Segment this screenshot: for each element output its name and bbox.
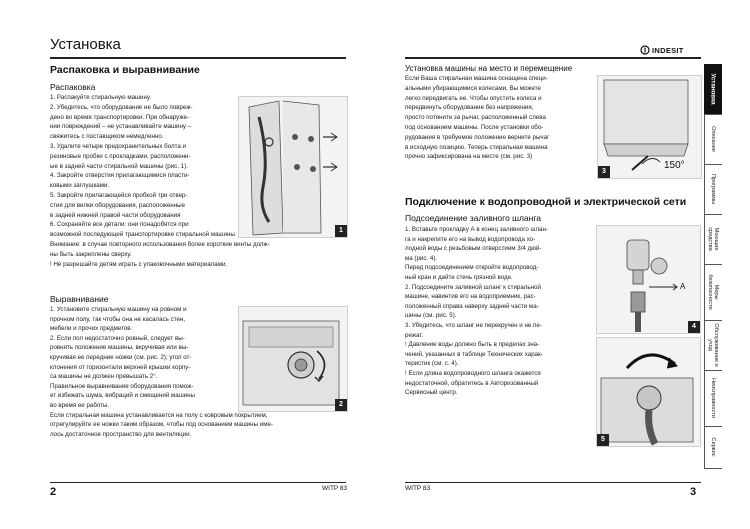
figure-3-angle: 150° bbox=[664, 160, 685, 171]
figure-5 bbox=[596, 337, 701, 447]
tab-programs[interactable] bbox=[704, 164, 722, 215]
title-rule-right bbox=[405, 57, 701, 59]
figure-4-illustration bbox=[597, 226, 700, 333]
model-left: WITP 83 bbox=[322, 485, 348, 492]
subheading-level: Выравнивание bbox=[50, 294, 109, 304]
text-line: чений, указанных в таблице Технических харак- bbox=[405, 350, 543, 358]
tab-maintenance[interactable] bbox=[704, 320, 722, 371]
text-line: шины (см. рис. 5). bbox=[405, 312, 457, 320]
text-line: клонения от горизонтали верхней крышки корпу- bbox=[50, 363, 191, 371]
tab-safety[interactable] bbox=[704, 264, 722, 321]
text-line: Если стиральная машина устанавливается на полу с ковровым покрытием, bbox=[50, 411, 268, 419]
tab-label: Меры безопасности bbox=[707, 274, 719, 310]
figure-1-number: 1 bbox=[335, 225, 347, 237]
tab-label: Программы bbox=[710, 173, 716, 205]
footer-rule-right bbox=[405, 482, 701, 483]
figure-1 bbox=[238, 96, 348, 238]
text-line: Внимание: в случае повторного использования более короткие винты долж- bbox=[50, 241, 270, 248]
brand-logo bbox=[640, 44, 684, 56]
indesit-logo-icon bbox=[640, 45, 650, 55]
text-line: во время ее работы. bbox=[50, 402, 110, 409]
text-line: 2. Убедитесь, что оборудование не было повреж- bbox=[50, 103, 193, 111]
text-line: 4. Закройте отверстия прилагающимися пласти- bbox=[50, 172, 190, 180]
text-line: в исходную позицию. Теперь стиральная машина bbox=[405, 143, 548, 151]
text-line: 3. Удалите четыре предохранительных болта и bbox=[50, 143, 186, 150]
text-line: ! Не разрешайте детям играть с упаковочными материалами. bbox=[50, 260, 228, 268]
text-line: легко передвигать ее. Чтобы опустить колеса и bbox=[405, 94, 542, 102]
text-line: альными убирающимися колесами, Вы можете bbox=[405, 84, 541, 92]
text-line: положенный справа наверху задней части ма- bbox=[405, 302, 539, 310]
page-number-right: 3 bbox=[690, 486, 697, 498]
text-line: отрегулируйте ее ножки таким образом, чтобы под основанием машины име- bbox=[50, 421, 273, 429]
text-line: ны быть закреплены сверху. bbox=[50, 250, 132, 258]
text-line: ровнять положение машины, вкручивая или вы- bbox=[50, 344, 189, 352]
tab-troubleshooting[interactable] bbox=[704, 370, 722, 427]
tab-label: Описание bbox=[710, 126, 716, 152]
text-line: дено во время транспортировки. При обнаруже- bbox=[50, 113, 189, 121]
text-line: га и накрепите его на вывод водопровода хо- bbox=[405, 235, 536, 243]
figure-4 bbox=[596, 225, 701, 334]
figure-3-number: 3 bbox=[598, 166, 610, 178]
tab-label: Установка bbox=[709, 73, 717, 105]
text-line: Сервисный центр. bbox=[405, 389, 458, 397]
text-line: лось достаточное пространство для вентиляции. bbox=[50, 430, 192, 438]
text-line: 1. Вставьте прокладку А в конец заливного шлан- bbox=[405, 226, 548, 233]
text-line: лодной воды с резьбовым отверстием 3/4 дюй- bbox=[405, 245, 542, 253]
text-line: просто потяните за рычаг, расположенный слева bbox=[405, 114, 546, 122]
figure-1-illustration bbox=[239, 97, 347, 237]
subheading-place: Установка машины на место и перемещение bbox=[405, 64, 573, 73]
tab-detergents[interactable] bbox=[704, 214, 722, 265]
figure-2-illustration bbox=[239, 307, 347, 411]
text-line: 5. Закройте прилагающейся пробкой три отвер- bbox=[50, 192, 188, 199]
tab-label: Сервис bbox=[710, 437, 716, 457]
tab-installation[interactable] bbox=[704, 64, 722, 115]
section-unpack-level: Распаковка и выравнивание bbox=[50, 64, 200, 76]
tab-service[interactable] bbox=[704, 426, 722, 469]
tab-label: Неисправности bbox=[710, 378, 716, 418]
figure-5-number: 5 bbox=[597, 434, 609, 446]
figure-4-number: 4 bbox=[688, 321, 700, 333]
text-line: Если Ваша стиральная машина оснащена специ- bbox=[405, 75, 548, 82]
text-line: ный кран и дайте стечь грязной воде. bbox=[405, 274, 513, 281]
text-line: теристик (см. с. 4). bbox=[405, 360, 459, 368]
tab-label: Моющие средства bbox=[707, 227, 719, 251]
title-rule-left bbox=[50, 57, 346, 59]
text-line: са машины не должен превышать 2°. bbox=[50, 373, 158, 381]
text-line: ма (рис. 4). bbox=[405, 254, 438, 262]
text-line: свяжитесь с поставщиком немедленно. bbox=[50, 133, 164, 141]
section-connection: Подключение к водопроводной и электрической сети bbox=[405, 196, 687, 208]
text-line: 2. Подсоедините заливной шланг к стиральной bbox=[405, 283, 541, 291]
page-number-left: 2 bbox=[50, 486, 57, 498]
text-line: режат. bbox=[405, 331, 424, 339]
text-line: прочно зафиксирована на месте (см. рис. 3) bbox=[405, 153, 533, 161]
text-line: 1. Распакуйте стиральную машину. bbox=[50, 94, 152, 101]
text-line: кручивая ее передние ножки (см. рис. 2); угол от- bbox=[50, 354, 192, 361]
text-line: 2. Если пол недостаточно ровный, следует вы- bbox=[50, 334, 185, 342]
text-line: недостаточной, обратитесь в Авторизованный bbox=[405, 379, 539, 387]
text-line: под основанием машины. После установки обо- bbox=[405, 124, 544, 131]
text-line: передвинуть оборудование без напряжения, bbox=[405, 104, 534, 112]
text-line: в задней нижней правой части оборудования bbox=[50, 211, 181, 219]
text-line: ые в задней части стиральной машины (рис. 1). bbox=[50, 162, 188, 170]
figure-2 bbox=[238, 306, 348, 412]
text-line: нии повреждений – не устанавливайте машину – bbox=[50, 123, 192, 131]
figure-3 bbox=[597, 75, 702, 179]
footer-rule-left bbox=[50, 482, 346, 483]
figure-5-illustration bbox=[597, 338, 700, 446]
tab-description[interactable] bbox=[704, 114, 722, 165]
text-line: рудования в требуемое положение верните рычаг bbox=[405, 133, 550, 141]
figure-4-label: A bbox=[680, 282, 686, 291]
text-line: машине, навинтив его на водоприемник, рас- bbox=[405, 293, 536, 301]
figure-2-number: 2 bbox=[335, 399, 347, 411]
text-line: 1. Установите стиральную машину на ровном и bbox=[50, 306, 187, 313]
subheading-hose: Подсоединение заливного шланга bbox=[405, 213, 541, 223]
text-line: ! Давление воды должно быть в пределах зна- bbox=[405, 341, 540, 349]
text-line: ! Если длина водопроводного шланга окажется bbox=[405, 370, 541, 377]
text-line: мебели и прочих предметов. bbox=[50, 325, 133, 333]
text-line: Перед подсоединением откройте водопровод- bbox=[405, 264, 539, 272]
page-title-left: Установка bbox=[50, 36, 121, 53]
figure-3-illustration bbox=[598, 76, 701, 178]
text-line: ет избежать шума, вибраций и смещений машины bbox=[50, 392, 196, 400]
text-line: ковыми заглушками. bbox=[50, 182, 110, 190]
text-line: Правильное выравнивание оборудования помож- bbox=[50, 382, 194, 390]
text-line: стия для вилки оборудования, расположенные bbox=[50, 201, 186, 209]
text-line: 3. Убедитесь, что шланг не перекручен и не пе- bbox=[405, 322, 542, 329]
tab-label: Обслуживание и уход bbox=[707, 323, 719, 367]
model-right: WITP 83 bbox=[405, 485, 431, 492]
subheading-unpack: Распаковка bbox=[50, 82, 96, 92]
text-line: возможной последующей транспортировке стиральной машины. bbox=[50, 231, 237, 239]
brand-name: INDESIT bbox=[652, 45, 684, 55]
text-line: прочном полу, так чтобы она не касалась стен, bbox=[50, 315, 186, 323]
text-line: 6. Сохраняйте все детали: они понадобятся при bbox=[50, 221, 189, 229]
text-line: резиновые пробки с прокладками, расположенн- bbox=[50, 152, 191, 160]
